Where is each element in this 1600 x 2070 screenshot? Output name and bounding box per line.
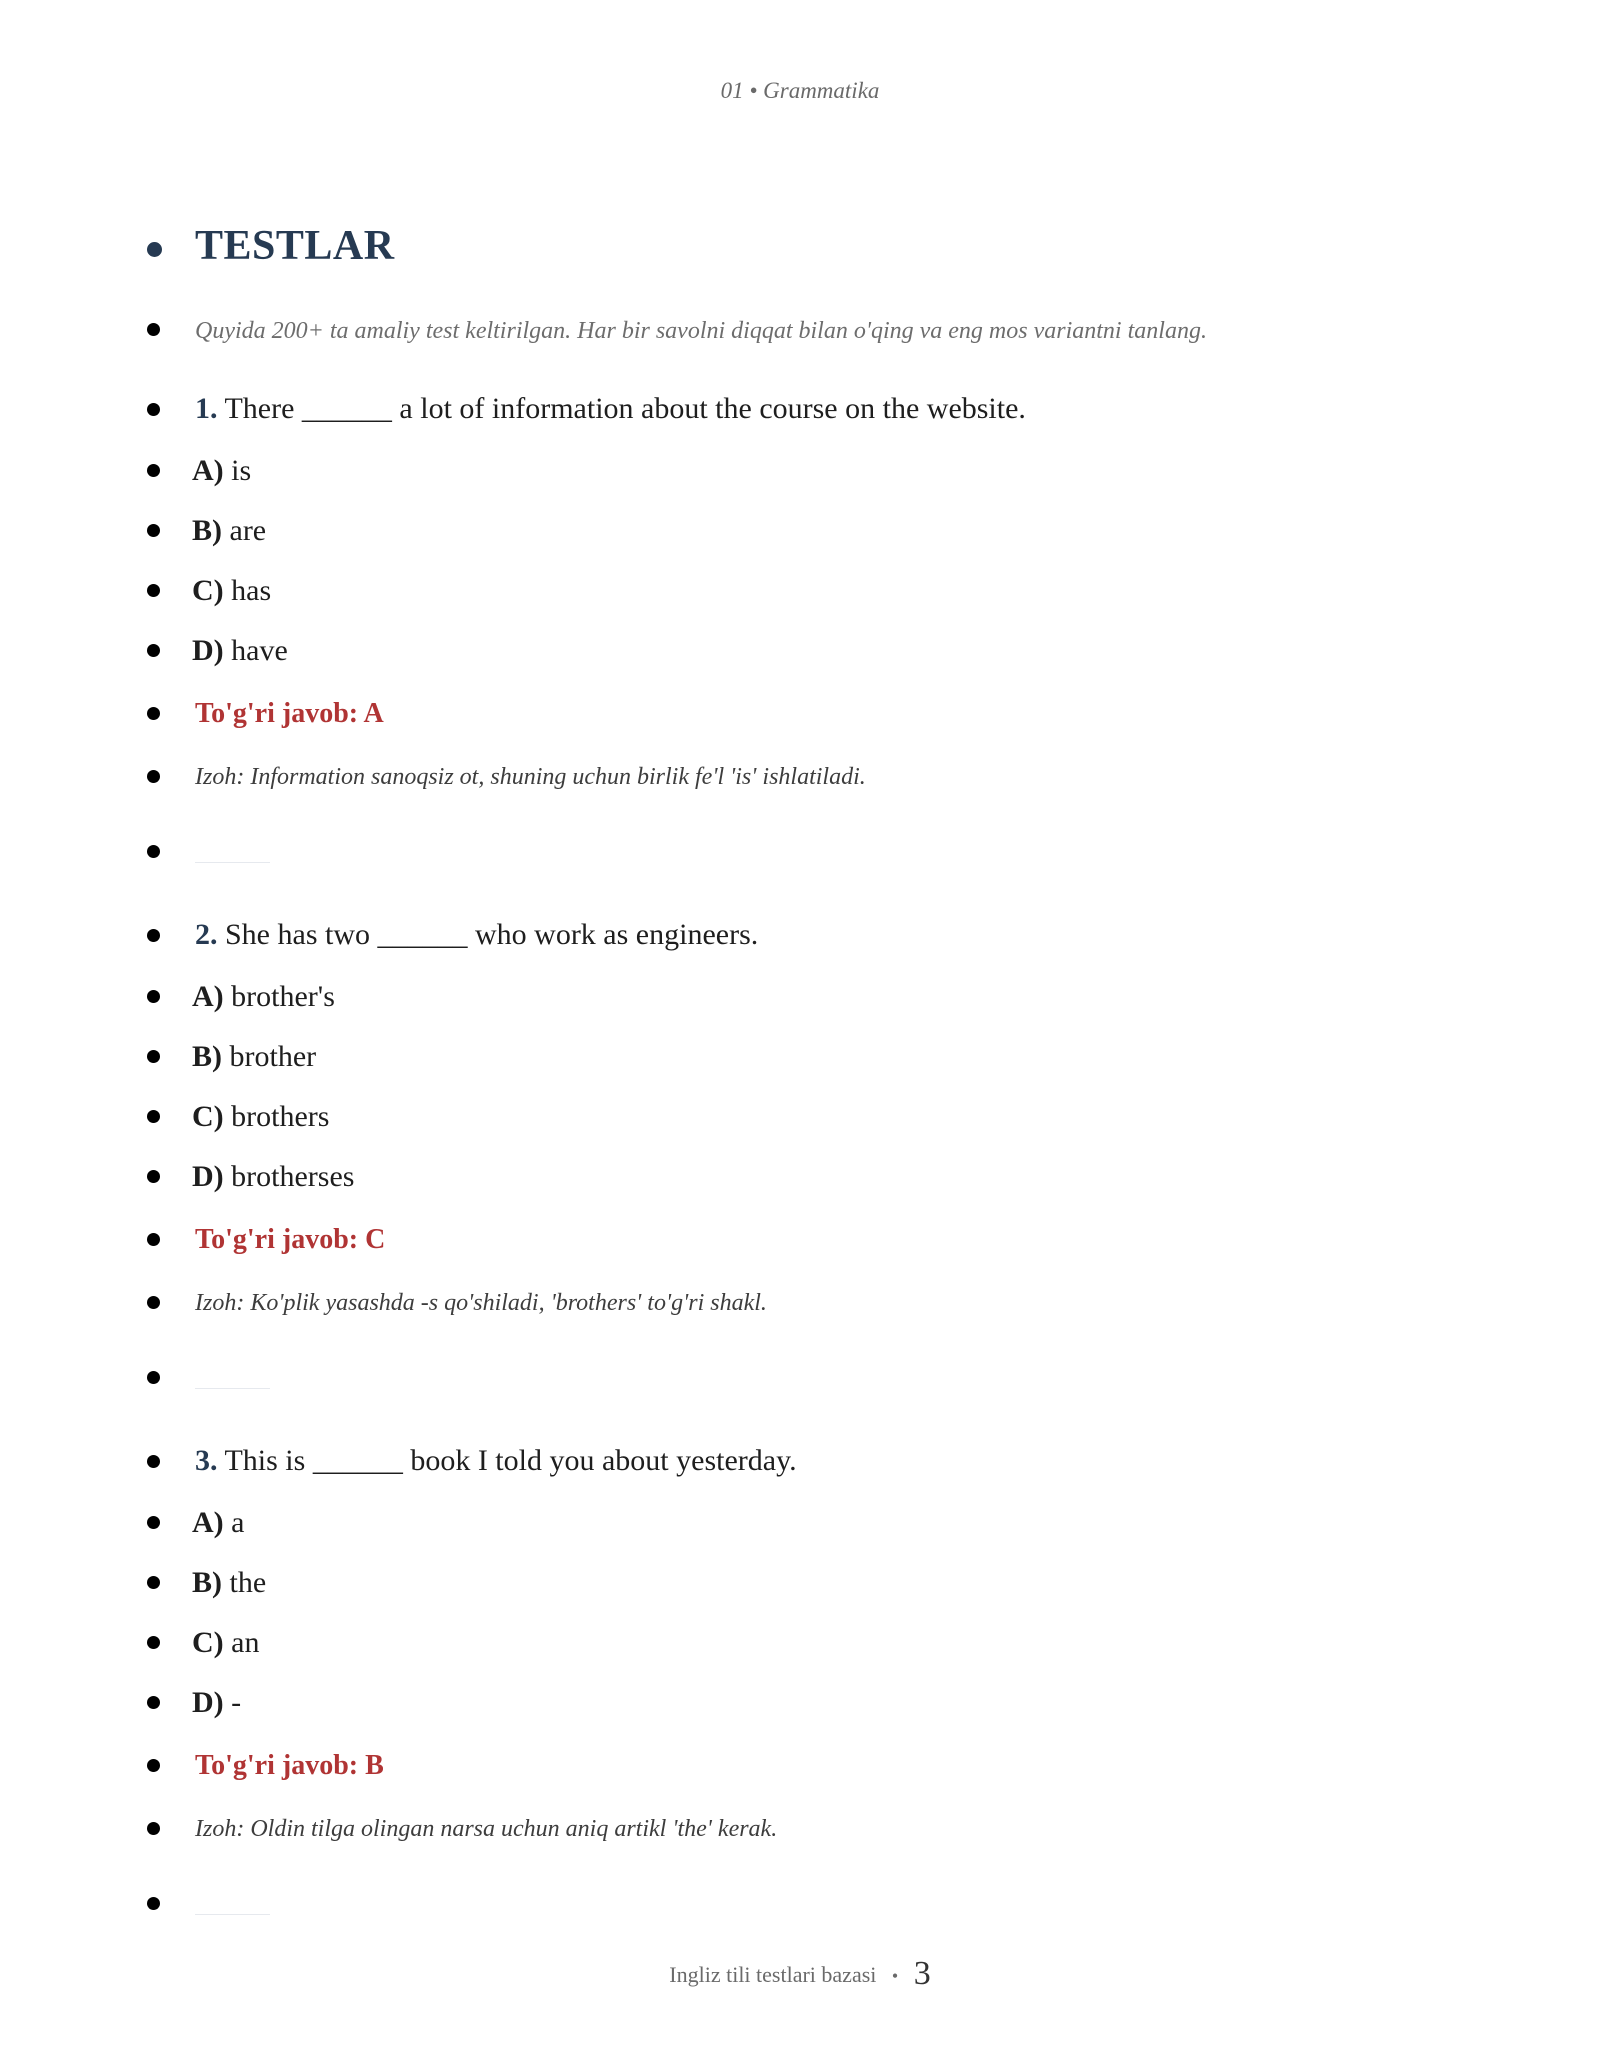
page-number: 3: [913, 1955, 931, 1992]
bullet-icon: [147, 990, 160, 1003]
question-number: 3.: [195, 1444, 218, 1477]
bullet-icon: [147, 1233, 160, 1246]
option-value: -: [231, 1686, 242, 1719]
option-text: [192, 1566, 266, 1600]
option-letter: C): [192, 1100, 224, 1133]
bullet-icon: [147, 524, 160, 537]
bullet-icon: [147, 707, 160, 720]
option-value: are: [229, 514, 267, 547]
bullet-icon: [147, 1296, 160, 1309]
option-letter: C): [192, 574, 224, 607]
correct-answer: To'g'ri javob: C: [195, 1224, 386, 1255]
bullet-icon: [147, 1696, 160, 1709]
question-body: This is ______ book I told you about yesterday.: [224, 1444, 797, 1477]
separator-line: [195, 1914, 270, 1915]
option-letter: B): [192, 1040, 222, 1073]
bullet-icon: [147, 770, 160, 783]
option-value: an: [231, 1626, 260, 1659]
bullet-icon: [147, 403, 160, 416]
correct-answer: To'g'ri javob: B: [195, 1750, 384, 1781]
option-text: [192, 980, 335, 1014]
bullet-icon: [147, 242, 162, 257]
page-footer: [0, 1955, 1600, 1993]
option-letter: A): [192, 980, 224, 1013]
option-value: brother's: [231, 980, 335, 1013]
bullet-icon: [147, 464, 160, 477]
option-letter: A): [192, 1506, 224, 1539]
question-text: [195, 1444, 797, 1478]
explanation-note: Izoh: Ko'plik yasashda -s qo'shiladi, 'brothers' to'g'ri shakl.: [195, 1290, 767, 1316]
bullet-icon: [147, 845, 160, 858]
option-letter: B): [192, 1566, 222, 1599]
option-text: [192, 1160, 354, 1194]
explanation-note: Izoh: Information sanoqsiz ot, shuning uchun birlik fe'l 'is' ishlatiladi.: [195, 764, 866, 790]
bullet-icon: [147, 1822, 160, 1835]
bullet-icon: [147, 1455, 160, 1468]
bullet-icon: [147, 929, 160, 942]
option-letter: A): [192, 454, 224, 487]
option-letter: D): [192, 1686, 224, 1719]
option-value: have: [231, 634, 288, 667]
footer-separator: •: [891, 1966, 899, 1986]
intro-text: Quyida 200+ ta amaliy test keltirilgan. Har bir savolni diqqat bilan o'qing va eng mos variantni tanlang.: [195, 318, 1207, 344]
option-value: the: [229, 1566, 267, 1599]
option-text: [192, 1040, 316, 1074]
option-value: has: [231, 574, 272, 607]
question-body: She has two ______ who work as engineers.: [225, 918, 759, 951]
bullet-icon: [147, 1516, 160, 1529]
option-text: [192, 514, 266, 548]
bullet-icon: [147, 1050, 160, 1063]
bullet-icon: [147, 1170, 160, 1183]
option-value: brothers: [231, 1100, 330, 1133]
question-text: [195, 392, 1026, 426]
option-value: brother: [229, 1040, 317, 1073]
option-text: [192, 634, 288, 668]
option-letter: C): [192, 1626, 224, 1659]
bullet-icon: [147, 584, 160, 597]
option-value: is: [231, 454, 252, 487]
separator-line: [195, 1388, 270, 1389]
option-text: [192, 1506, 244, 1540]
running-header: 01 • Grammatika: [720, 78, 880, 103]
bullet-icon: [147, 1110, 160, 1123]
option-text: [192, 1100, 329, 1134]
option-text: [192, 1626, 259, 1660]
option-text: [192, 454, 251, 488]
question-number: 1.: [195, 392, 218, 425]
bullet-icon: [147, 644, 160, 657]
option-value: a: [231, 1506, 245, 1539]
option-letter: B): [192, 514, 222, 547]
bullet-icon: [147, 1371, 160, 1384]
question-body: There ______ a lot of information about the course on the website.: [224, 392, 1026, 425]
explanation-note: Izoh: Oldin tilga olingan narsa uchun aniq artikl 'the' kerak.: [195, 1816, 778, 1842]
separator-line: [195, 862, 270, 863]
question-text: [195, 918, 758, 952]
correct-answer: To'g'ri javob: A: [195, 698, 384, 729]
bullet-icon: [147, 1636, 160, 1649]
option-text: [192, 574, 271, 608]
section-title: TESTLAR: [195, 223, 395, 269]
option-letter: D): [192, 634, 224, 667]
footer-label: Ingliz tili testlari bazasi: [669, 1962, 877, 1987]
option-value: brotherses: [231, 1160, 355, 1193]
bullet-icon: [147, 1576, 160, 1589]
question-number: 2.: [195, 918, 218, 951]
bullet-icon: [147, 1759, 160, 1772]
option-letter: D): [192, 1160, 224, 1193]
bullet-icon: [147, 323, 160, 336]
bullet-icon: [147, 1897, 160, 1910]
option-text: [192, 1686, 241, 1720]
